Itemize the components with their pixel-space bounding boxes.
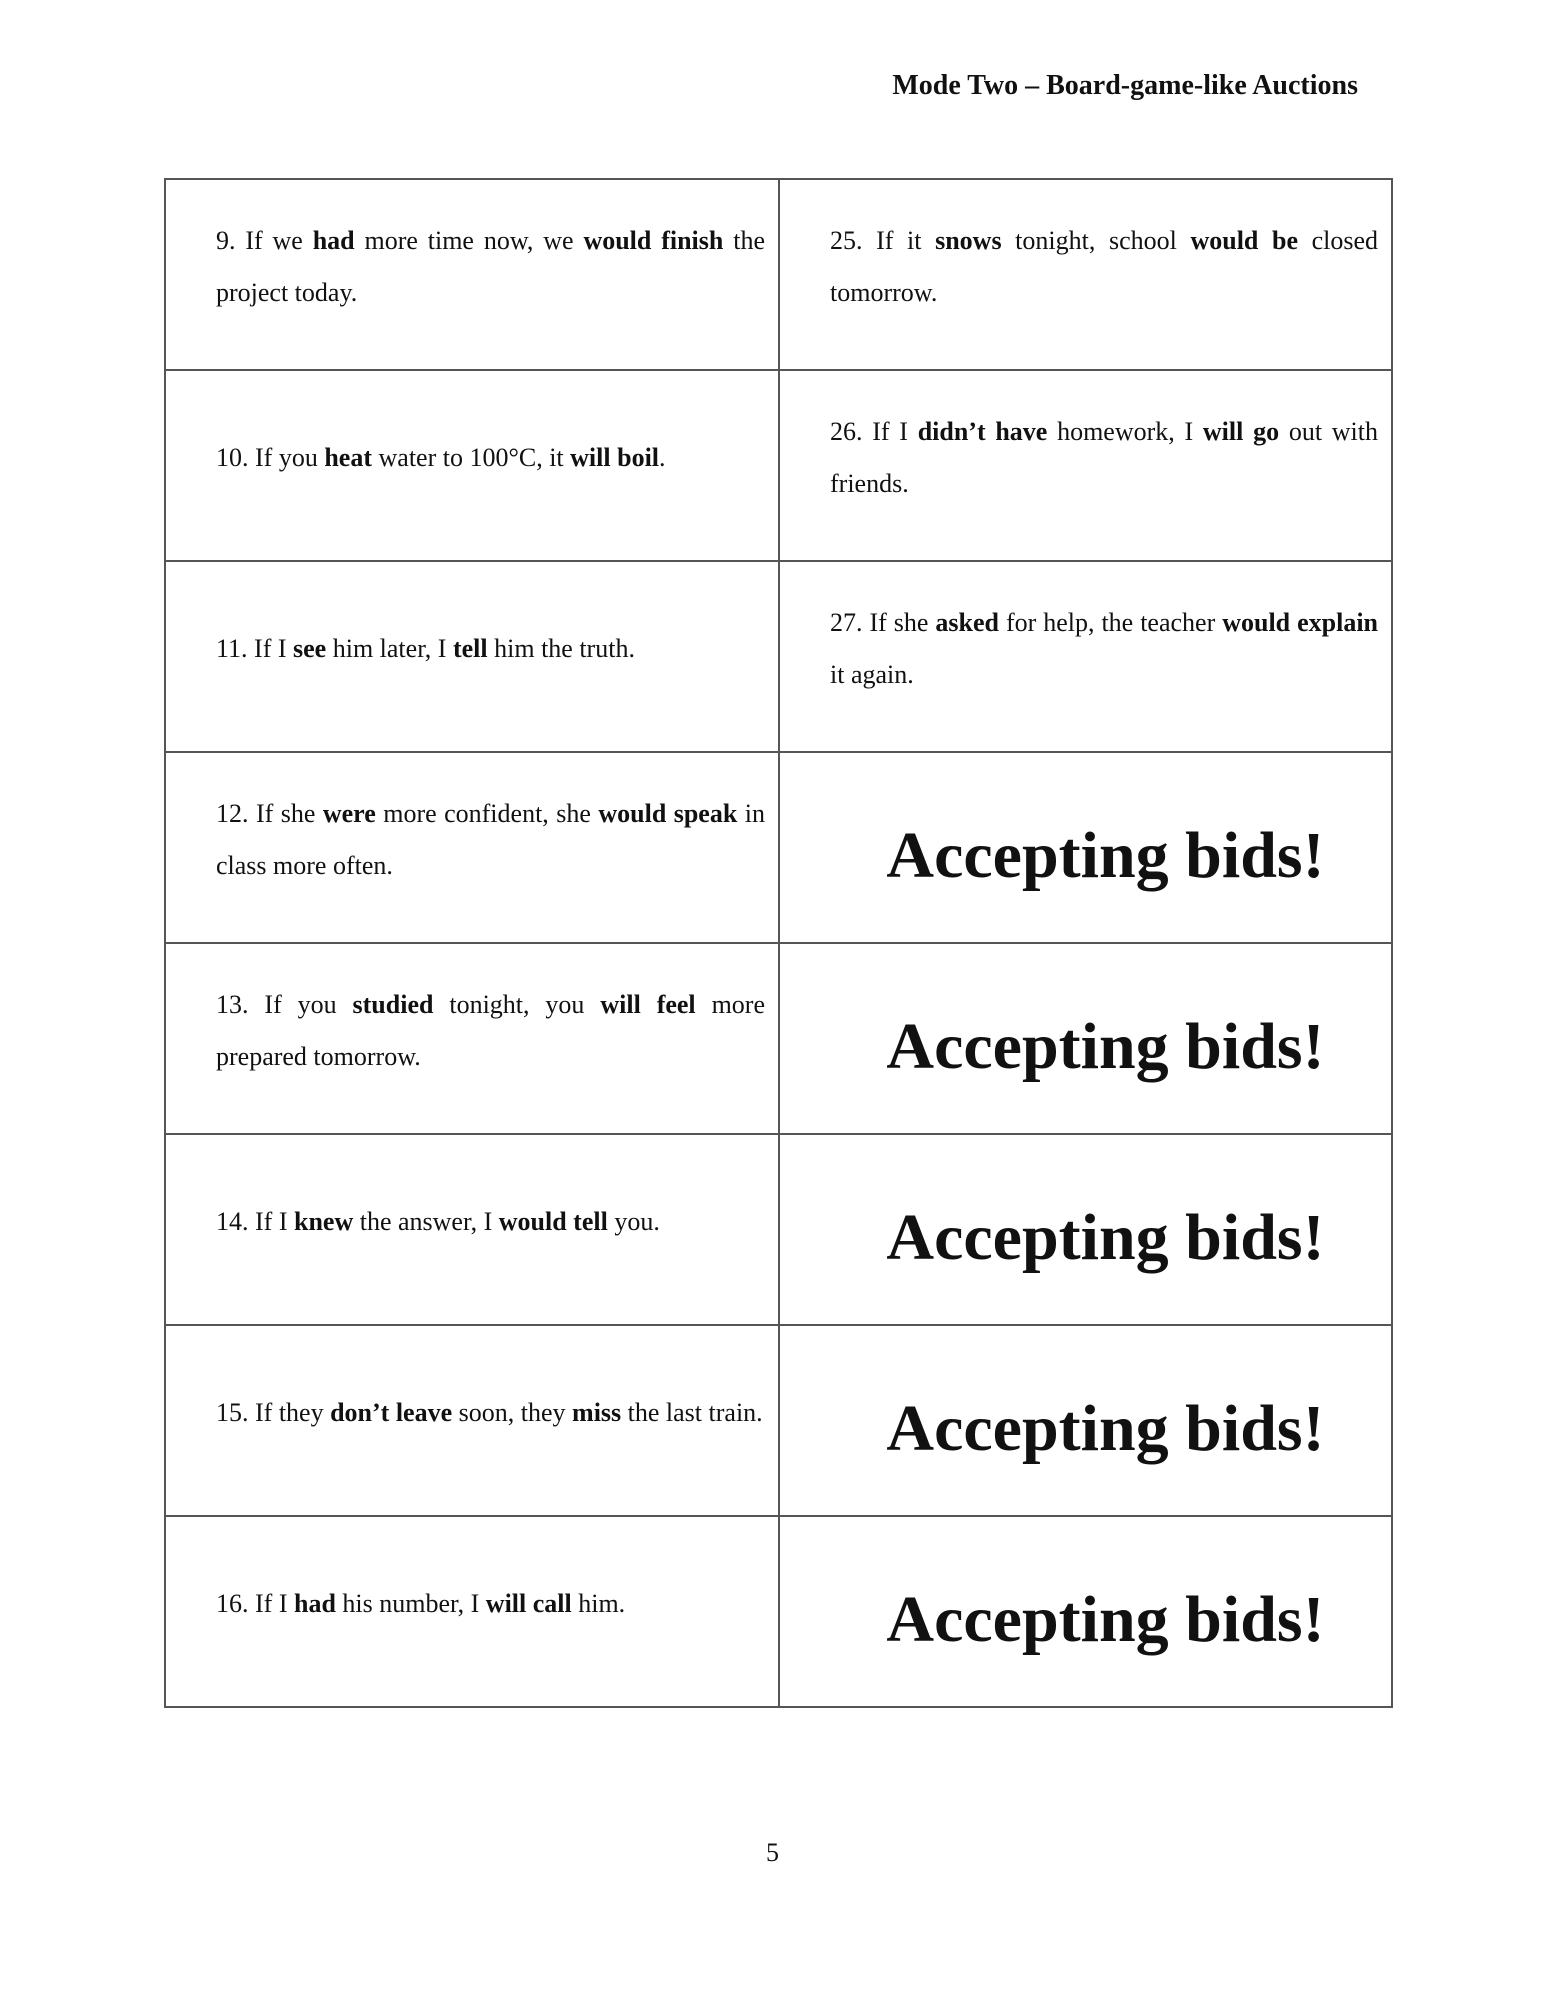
emphasized-verb: snows [935, 225, 1002, 255]
emphasized-verb: had [293, 1588, 336, 1618]
emphasized-verb: knew [293, 1206, 354, 1236]
card-cell-right [779, 1134, 1392, 1325]
sentence-text: more confident, she [375, 798, 599, 828]
card-cell-right [779, 561, 1392, 752]
sentence-text: his number, I [335, 1588, 486, 1618]
conditional-sentence-card [780, 215, 1391, 319]
sentence-text: more prepared tomorrow. [216, 989, 765, 1071]
emphasized-verb: didn’t have [917, 416, 1048, 446]
card-cell-left [165, 1134, 779, 1325]
auction-card-table [164, 178, 1393, 1708]
card-cell-right [779, 1325, 1392, 1516]
card-cell-left [165, 370, 779, 561]
card-row [165, 943, 1392, 1134]
running-header: Mode Two – Board-game-like Auctions [892, 70, 1358, 101]
sentence-text: in class more often. [216, 798, 765, 880]
card-cell-left [165, 943, 779, 1134]
sentence-text: more time now, we [354, 225, 584, 255]
accepting-bids-label: Accepting bids! [886, 1009, 1325, 1083]
conditional-sentence-card [166, 1578, 778, 1630]
sentence-text: 27. If she [830, 607, 936, 637]
accepting-bids-label: Accepting bids! [886, 1582, 1325, 1656]
emphasized-verb: will go [1202, 416, 1280, 446]
conditional-sentence-card [166, 788, 778, 892]
emphasized-verb: would finish [583, 225, 724, 255]
card-cell-right [779, 1516, 1392, 1707]
sentence-text: 26. If I [830, 416, 918, 446]
emphasized-verb: will boil [570, 442, 660, 472]
emphasized-verb: had [312, 225, 355, 255]
card-cell-left [165, 1325, 779, 1516]
sentence-text: 14. If I [216, 1206, 294, 1236]
sentence-text: 25. If it [830, 225, 936, 255]
card-cell-right [779, 370, 1392, 561]
conditional-sentence-card [166, 432, 778, 484]
card-row [165, 561, 1392, 752]
sentence-text: 12. If she [216, 798, 323, 828]
conditional-sentence-card [166, 1196, 778, 1248]
emphasized-verb: miss [572, 1397, 622, 1427]
sentence-text: homework, I [1047, 416, 1203, 446]
emphasized-verb: asked [935, 607, 999, 637]
card-cell-right [779, 179, 1392, 370]
sentence-text: the last train. [621, 1397, 763, 1427]
sentence-text: closed tomorrow. [830, 225, 1379, 307]
sentence-text: water to 100°C, it [372, 442, 571, 472]
card-row [165, 1325, 1392, 1516]
sentence-text: 15. If they [216, 1397, 331, 1427]
conditional-sentence-card [166, 979, 778, 1083]
sentence-text: 11. If I [216, 633, 294, 663]
page-number: 5 [766, 1838, 779, 1867]
sentence-text: him the truth. [487, 633, 635, 663]
emphasized-verb: will call [485, 1588, 572, 1618]
conditional-sentence-card [780, 597, 1391, 701]
card-cell-left [165, 1516, 779, 1707]
card-row [165, 752, 1392, 943]
sentence-text: 10. If you [216, 442, 325, 472]
conditional-sentence-card [166, 623, 778, 675]
accepting-bids-label: Accepting bids! [886, 818, 1325, 892]
sentence-text: him. [571, 1588, 626, 1618]
accepting-bids-label: Accepting bids! [886, 1391, 1325, 1465]
card-row [165, 1134, 1392, 1325]
emphasized-verb: tell [452, 633, 488, 663]
card-row [165, 1516, 1392, 1707]
emphasized-verb: studied [352, 989, 434, 1019]
conditional-sentence-card [780, 406, 1391, 510]
card-cell-left [165, 179, 779, 370]
emphasized-verb: see [293, 633, 327, 663]
card-cell-left [165, 561, 779, 752]
card-cell-right [779, 752, 1392, 943]
accepting-bids-label: Accepting bids! [886, 1200, 1325, 1274]
sentence-text: for help, the teacher [998, 607, 1223, 637]
emphasized-verb: don’t leave [330, 1397, 453, 1427]
sentence-text: the answer, I [353, 1206, 499, 1236]
emphasized-verb: were [322, 798, 376, 828]
emphasized-verb: will feel [600, 989, 696, 1019]
conditional-sentence-card [166, 215, 778, 319]
card-row [165, 370, 1392, 561]
sentence-text: 9. If we [216, 225, 313, 255]
sentence-text: soon, they [452, 1397, 573, 1427]
emphasized-verb: would explain [1222, 607, 1378, 637]
emphasized-verb: would speak [598, 798, 738, 828]
sentence-text: out with friends. [830, 416, 1379, 498]
card-cell-left [165, 752, 779, 943]
sentence-text: 16. If I [216, 1588, 294, 1618]
sentence-text: you. [607, 1206, 660, 1236]
conditional-sentence-card [166, 1387, 778, 1439]
sentence-text: tonight, school [1001, 225, 1191, 255]
card-cell-right [779, 943, 1392, 1134]
emphasized-verb: heat [324, 442, 372, 472]
emphasized-verb: would tell [498, 1206, 608, 1236]
sentence-text: . [659, 442, 666, 472]
sentence-text: tonight, you [433, 989, 601, 1019]
sentence-text: it again. [830, 659, 914, 689]
emphasized-verb: would be [1190, 225, 1298, 255]
card-row [165, 179, 1392, 370]
sentence-text: 13. If you [216, 989, 353, 1019]
sentence-text: the project today. [216, 225, 765, 307]
sentence-text: him later, I [326, 633, 453, 663]
